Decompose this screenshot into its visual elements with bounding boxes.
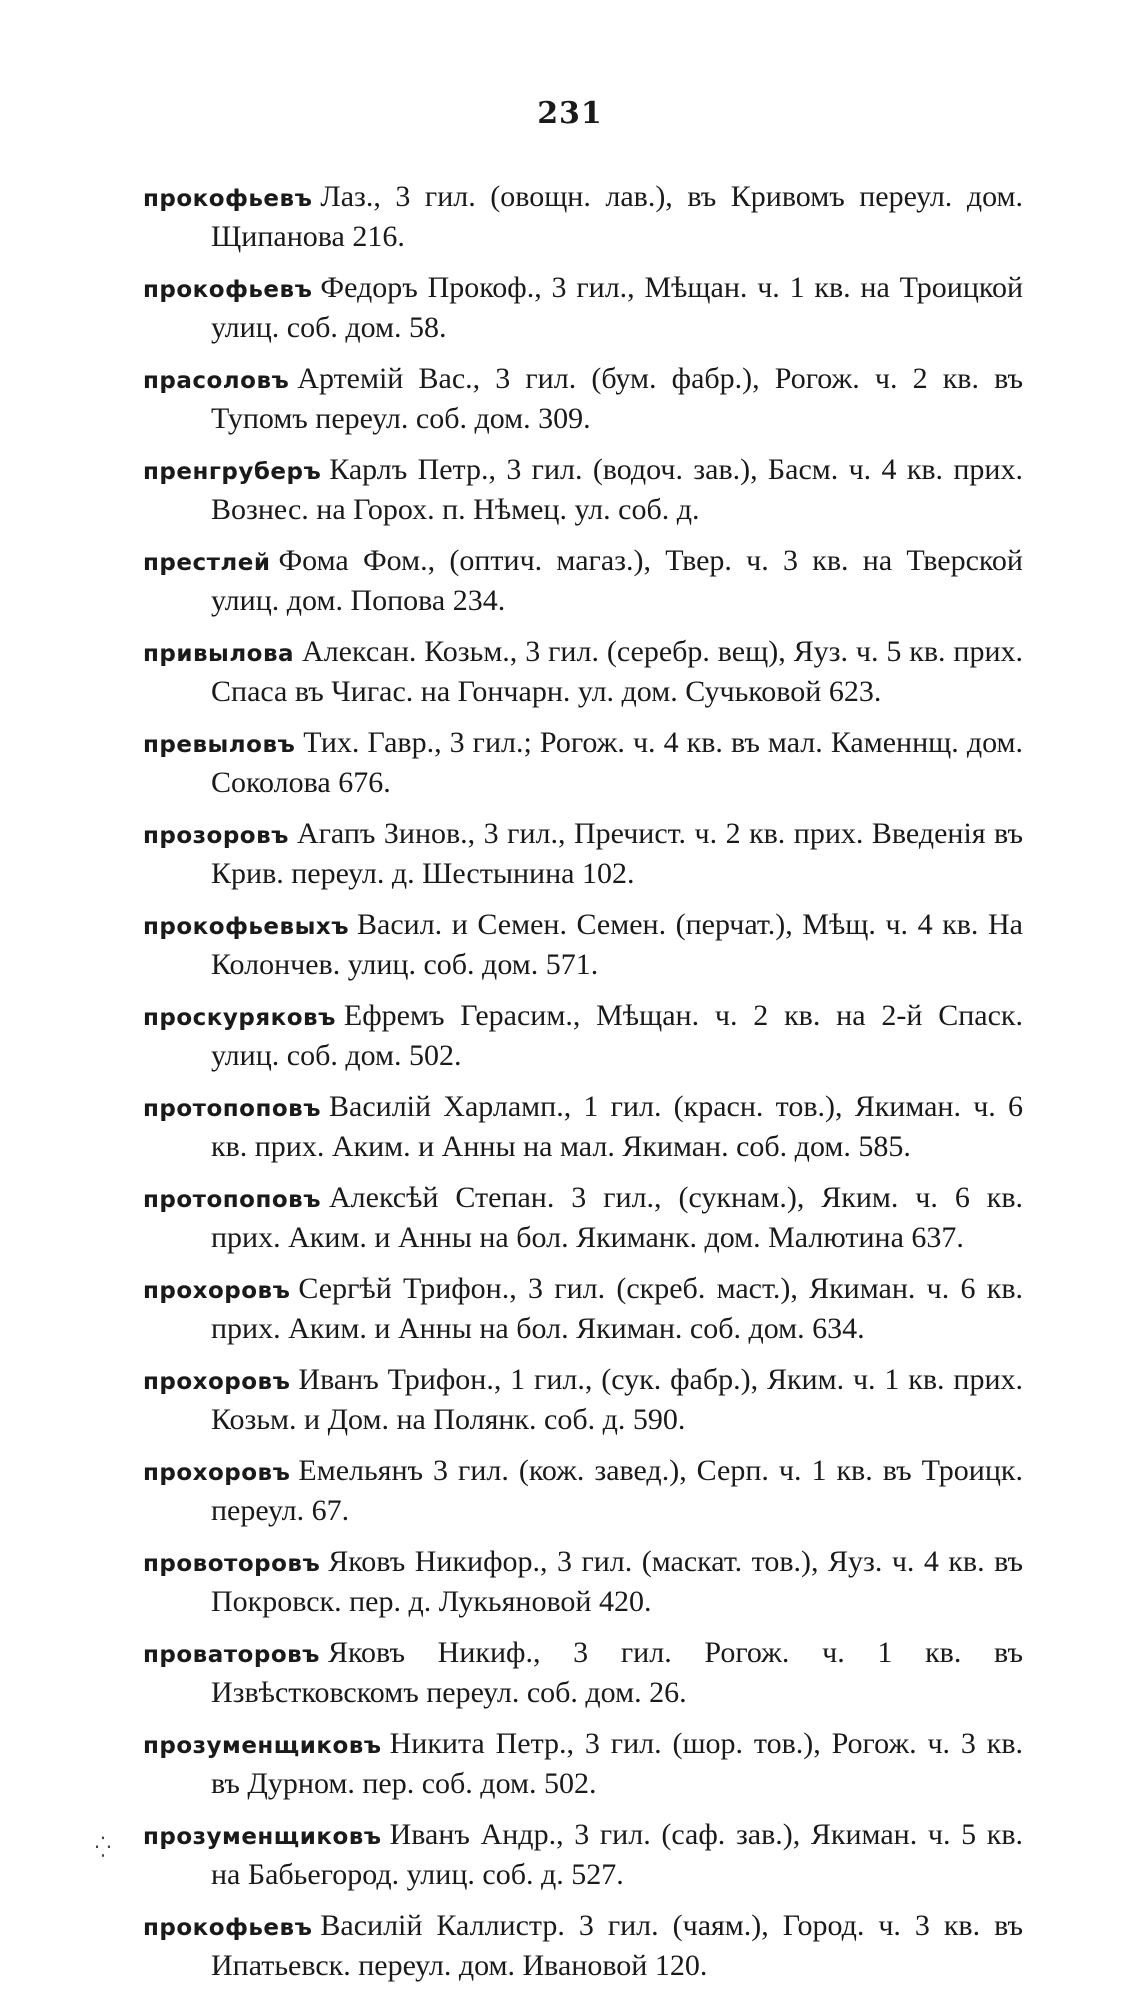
entry-surname: престлей (143, 550, 271, 576)
entry-surname: проваторовъ (143, 1642, 320, 1668)
entry-surname: прозоровъ (143, 823, 289, 849)
directory-entry (143, 1361, 1023, 1440)
entry-details: Карлъ Петр., 3 гил. (водоч. зав.), Басм. ч. 4 кв. прих. Вознес. на Горох. п. Нѣмец. ул. соб. д. (211, 453, 1023, 526)
entry-surname: привылова (143, 641, 295, 667)
entry-surname: прохоровъ (143, 1369, 291, 1395)
directory-entry (143, 451, 1023, 530)
entry-details: Яковъ Никиф., 3 гил. Рогож. ч. 1 кв. въ Извѣстковскомъ переул. соб. дом. 26. (211, 1636, 1023, 1709)
directory-entry (143, 1452, 1023, 1531)
directory-entry (143, 724, 1023, 803)
entry-details: Василій Харламп., 1 гил. (красн. тов.), Якиман. ч. 6 кв. прих. Аким. и Анны на мал. Якиман. соб. дом. 585. (211, 1090, 1023, 1163)
directory-entry (143, 1816, 1023, 1895)
entry-surname: прохоровъ (143, 1460, 291, 1486)
entry-details: Ефремъ Герасим., Мѣщан. ч. 2 кв. на 2-й Спаск. улиц. соб. дом. 502. (211, 999, 1023, 1072)
entry-surname: превыловъ (143, 732, 296, 758)
entry-details: Иванъ Андр., 3 гил. (саф. зав.), Якиман. ч. 5 кв. на Бабьегород. улиц. соб. д. 527. (211, 1818, 1023, 1891)
entry-details: Никита Петр., 3 гил. (шор. тов.), Рогож. ч. 3 кв. въ Дурном. пер. соб. дом. 502. (211, 1727, 1023, 1800)
entry-details: Фома Фом., (оптич. магаз.), Твер. ч. 3 кв. на Тверской улиц. дом. Попова 234. (211, 544, 1023, 617)
entry-details: Сергѣй Трифон., 3 гил. (скреб. маст.), Якиман. ч. 6 кв. прих. Аким. и Анны на бол. Якиман. соб. дом. 634. (211, 1272, 1023, 1345)
directory-entry (143, 997, 1023, 1076)
directory-entry (143, 1725, 1023, 1804)
directory-entry (143, 633, 1023, 712)
directory-entries (143, 178, 1023, 1998)
directory-entry (143, 360, 1023, 439)
entry-surname: прозуменщиковъ (143, 1733, 382, 1759)
entry-details: Лаз., 3 гил. (овощн. лав.), въ Кривомъ переул. дом. Щипанова 216. (211, 180, 1023, 253)
entry-surname: прокофьевъ (143, 277, 313, 303)
print-specks: ⁛ (95, 1835, 111, 1859)
entry-surname: провоторовъ (143, 1551, 321, 1577)
entry-details: Агапъ Зинов., 3 гил., Пречист. ч. 2 кв. прих. Введенія въ Крив. переул. д. Шестынина 102. (211, 817, 1023, 890)
entry-surname: прасоловъ (143, 368, 290, 394)
entry-surname: прохоровъ (143, 1278, 291, 1304)
directory-entry (143, 178, 1023, 257)
entry-surname: прокофьевыхъ (143, 914, 350, 940)
entry-details: Тих. Гавр., 3 гил.; Рогож. ч. 4 кв. въ мал. Каменнщ. дом. Соколова 676. (211, 726, 1023, 799)
entry-details: Артемій Вас., 3 гил. (бум. фабр.), Рогож. ч. 2 кв. въ Тупомъ переул. соб. дом. 309. (211, 362, 1023, 435)
directory-entry (143, 1088, 1023, 1167)
entry-details: Емельянъ 3 гил. (кож. завед.), Серп. ч. 1 кв. въ Троицк. переул. 67. (211, 1454, 1023, 1527)
entry-details: Федоръ Прокоф., 3 гил., Мѣщан. ч. 1 кв. на Троицкой улиц. соб. дом. 58. (211, 271, 1023, 344)
entry-details: Алексѣй Степан. 3 гил., (сукнам.), Яким. ч. 6 кв. прих. Аким. и Анны на бол. Якиманк. дом. Малютина 637. (211, 1181, 1023, 1254)
directory-entry (143, 269, 1023, 348)
entry-surname: проскуряковъ (143, 1005, 336, 1031)
page-number: 231 (537, 96, 603, 131)
entry-surname: прокофьевъ (143, 1915, 313, 1941)
entry-surname: протопоповъ (143, 1096, 322, 1122)
directory-entry (143, 1634, 1023, 1713)
directory-entry (143, 1270, 1023, 1349)
entry-surname: протопоповъ (143, 1187, 322, 1213)
directory-entry (143, 1907, 1023, 1986)
entry-details: Василій Каллистр. 3 гил. (чаям.), Город. ч. 3 кв. въ Ипатьевск. переул. дом. Ивановой 120. (211, 1909, 1023, 1982)
entry-details: Алексан. Козьм., 3 гил. (серебр. вещ), Яуз. ч. 5 кв. прих. Спаса въ Чигас. на Гончарн. ул. дом. Сучьковой 623. (211, 635, 1023, 708)
entry-details: Яковъ Никифор., 3 гил. (маскат. тов.), Яуз. ч. 4 кв. въ Покровск. пер. д. Лукьяновой 420. (211, 1545, 1023, 1618)
directory-entry (143, 815, 1023, 894)
entry-surname: пренгруберъ (143, 459, 322, 485)
entry-details: Иванъ Трифон., 1 гил., (сук. фабр.), Яким. ч. 1 кв. прих. Козьм. и Дом. на Полянк. соб. д. 590. (211, 1363, 1023, 1436)
entry-surname: прозуменщиковъ (143, 1824, 382, 1850)
directory-entry (143, 906, 1023, 985)
directory-entry (143, 542, 1023, 621)
directory-entry (143, 1543, 1023, 1622)
directory-entry (143, 1179, 1023, 1258)
entry-surname: прокофьевъ (143, 186, 313, 212)
entry-details: Васил. и Семен. Семен. (перчат.), Мѣщ. ч. 4 кв. На Колончев. улиц. соб. дом. 571. (211, 908, 1023, 981)
